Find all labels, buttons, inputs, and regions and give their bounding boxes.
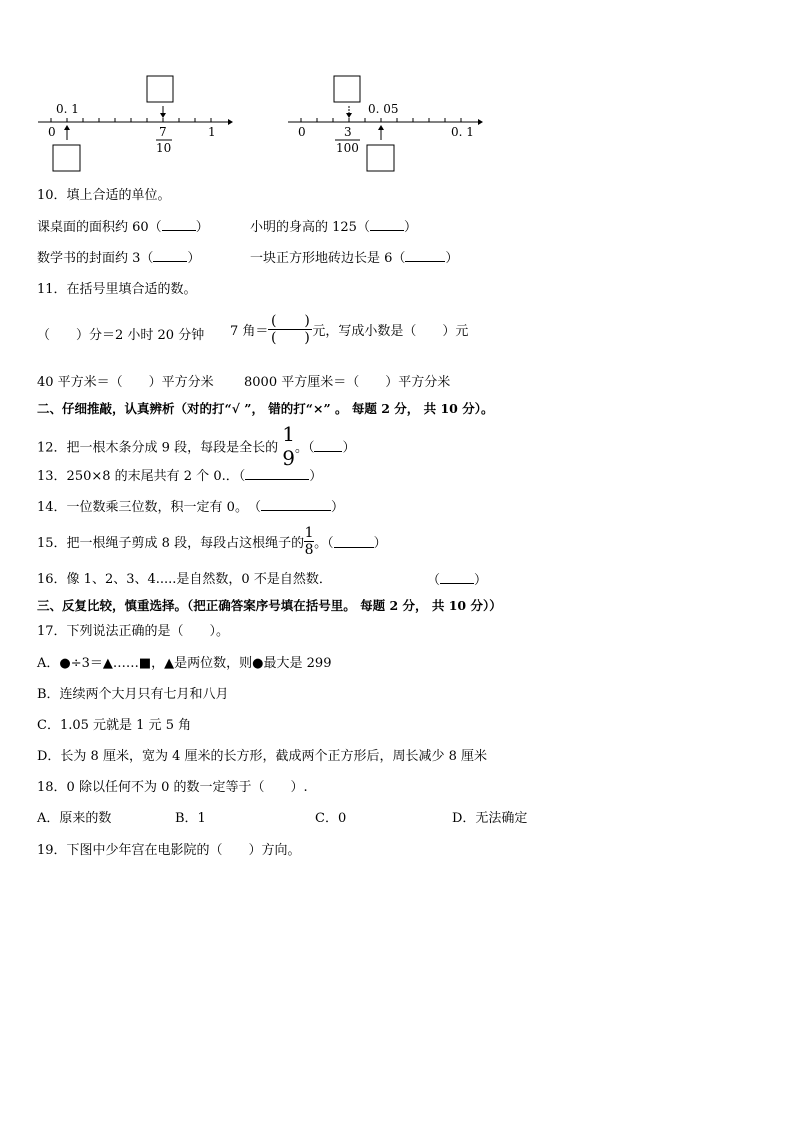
section-2-heading: 二、仔细推敲，认真辨析（对的打“√ ”， 错的打“×” 。 每题 2 分， 共 10 分）。 bbox=[37, 401, 494, 416]
answer-blank[interactable] bbox=[314, 440, 342, 452]
answer-blank[interactable] bbox=[153, 250, 187, 262]
svg-text:0. 1: 0. 1 bbox=[451, 125, 474, 139]
number-line-1 bbox=[30, 70, 250, 180]
q17-option-d[interactable]: D．长为 8 厘米，宽为 4 厘米的长方形，截成两个正方形后，周长减少 8 厘米 bbox=[37, 749, 488, 764]
q15: 15．把一根绳子剪成 8 段，每段占这根绳子的 $\frac{1}{8}$ 。（ ） bbox=[37, 525, 387, 558]
fraction-blank[interactable]: $\frac{( )}{( )}$ bbox=[268, 314, 312, 345]
q18-option-d[interactable]: D．无法确定 bbox=[452, 811, 528, 826]
answer-blank[interactable] bbox=[440, 572, 474, 584]
q10-item-4: 一块正方形地砖边长是 6（ ） bbox=[250, 251, 459, 266]
q18-title: 18．0 除以任何不为 0 的数一定等于（ ）. bbox=[37, 780, 308, 795]
q11-line1-b: 7 角＝ $\frac{( )}{( )}$ 元，写成小数是（ ）元 bbox=[230, 313, 469, 346]
q19-title: 19．下图中少年宫在电影院的（ ）方向。 bbox=[37, 843, 301, 858]
q17-option-a[interactable]: A．●÷3＝▲……■，▲是两位数，则●最大是 299 bbox=[37, 656, 332, 671]
answer-box-bottom bbox=[53, 145, 80, 171]
answer-box-top bbox=[147, 76, 173, 102]
q14: 14．一位数乘三位数，积一定有 0。 （ ） bbox=[37, 500, 344, 515]
q10-item-2: 小明的身高的 125（ ） bbox=[250, 220, 417, 235]
svg-text:7: 7 bbox=[159, 125, 167, 139]
q10-title: 10．填上合适的单位。 bbox=[37, 188, 171, 203]
q10-item-1: 课桌面的面积约 60（ ） bbox=[37, 220, 209, 235]
q11-line2-b[interactable]: 8000 平方厘米＝（ ）平方分米 bbox=[244, 375, 451, 390]
answer-blank[interactable] bbox=[405, 250, 445, 262]
q18-option-c[interactable]: C．0 bbox=[315, 811, 347, 826]
q12: 12．把一根木条分成 9 段，每段是全长的 1 9 。（ ） bbox=[37, 422, 356, 470]
q16: 16．像 1、2、3、4.....是自然数，0 不是自然数． bbox=[37, 572, 332, 587]
section-3-heading: 三、反复比较，慎重选择。（把正确答案序号填在括号里。 每题 2 分， 共 10 分）） bbox=[37, 598, 502, 613]
number-line-2 bbox=[280, 70, 490, 180]
svg-text:1: 1 bbox=[208, 125, 216, 139]
q11-line2-a[interactable]: 40 平方米＝（ ）平方分米 bbox=[37, 375, 214, 390]
answer-box-bottom bbox=[367, 145, 394, 171]
answer-blank[interactable] bbox=[245, 468, 309, 480]
svg-text:10: 10 bbox=[156, 141, 172, 155]
answer-blank[interactable] bbox=[370, 219, 404, 231]
answer-blank[interactable] bbox=[261, 499, 331, 511]
q17-option-c[interactable]: C．1.05 元就是 1 元 5 角 bbox=[37, 718, 192, 733]
q18-option-b[interactable]: B．1 bbox=[175, 811, 206, 826]
q17-title: 17．下列说法正确的是（ ）。 bbox=[37, 624, 230, 639]
svg-text:100: 100 bbox=[336, 141, 359, 155]
q18-option-a[interactable]: A．原来的数 bbox=[37, 811, 112, 826]
svg-text:3: 3 bbox=[344, 125, 352, 139]
svg-text:0. 05: 0. 05 bbox=[368, 102, 399, 116]
answer-blank[interactable] bbox=[162, 219, 196, 231]
q17-option-b[interactable]: B．连续两个大月只有七月和八月 bbox=[37, 687, 229, 702]
q11-line1-a[interactable]: （ ）分＝2 小时 20 分钟 bbox=[37, 328, 205, 343]
label-top: 0. 1 bbox=[56, 102, 79, 116]
q13: 13．250×8 的末尾共有 2 个 0.．（ ） bbox=[37, 469, 323, 484]
q11-title: 11．在括号里填合适的数。 bbox=[37, 282, 197, 297]
answer-blank[interactable] bbox=[334, 536, 374, 548]
q10-item-3: 数学书的封面约 3（ ） bbox=[37, 251, 201, 266]
svg-text:0: 0 bbox=[48, 125, 56, 139]
svg-text:0: 0 bbox=[298, 125, 306, 139]
q16-answer: （ ） bbox=[427, 573, 488, 588]
answer-box-top bbox=[334, 76, 360, 102]
